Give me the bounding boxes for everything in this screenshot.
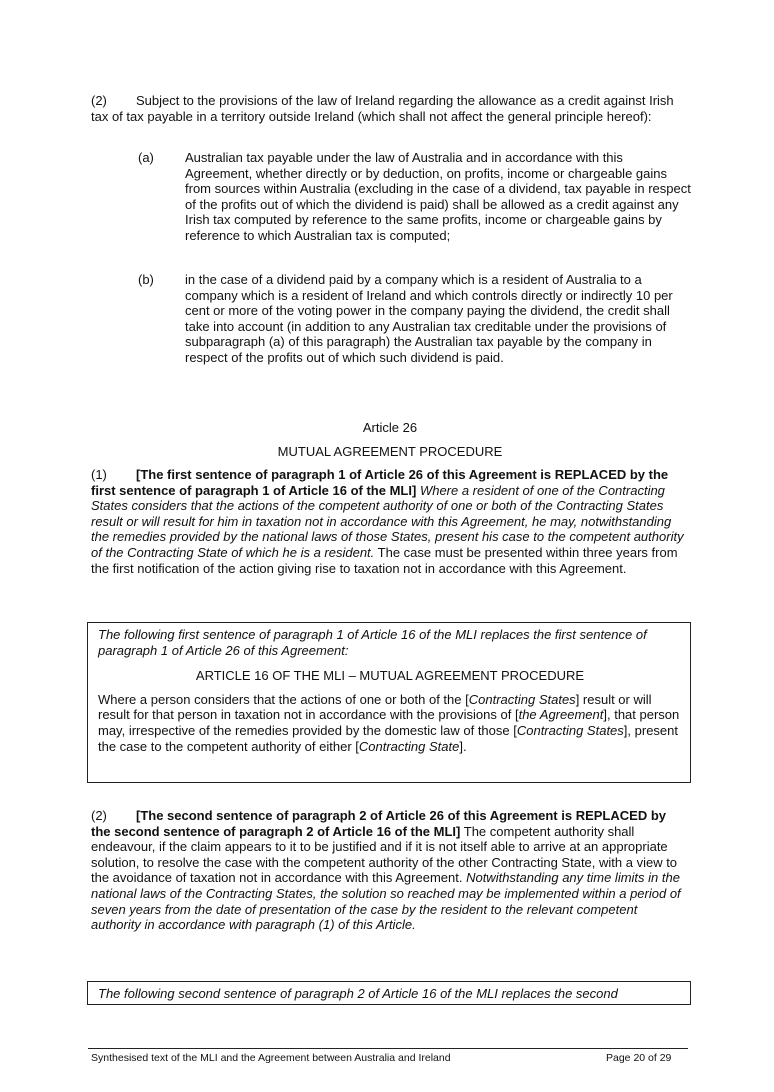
box-body-text: ], present the case to the competent authority of either [: [98, 722, 678, 754]
box-body-text: Where a person considers that the actions of one or both of the [: [98, 691, 469, 707]
footer-page-number: Page 20 of 29: [606, 1052, 672, 1064]
mli-provision-box: [87, 622, 691, 783]
subparagraph-a: [138, 150, 691, 244]
replaced-text: Notwithstanding any time limits in the national laws of the Contracting States, the solution so reached may be implemented within a period of seven years from the date of presentation of the case by the resident to the relevant competent authority in accordance with paragraph (1) of this Article.: [91, 870, 681, 933]
subparagraph-label: (b): [138, 272, 154, 287]
box-intro: The following second sentence of paragraph 2 of Article 16 of the MLI replaces the second: [98, 986, 618, 1001]
subparagraph-text: Australian tax payable under the law of Australia and in accordance with this Agreement, whether directly or by deduction, on profits, income or chargeable gains from sources within Australia (excluding in the case of a dividend, tax payable in respect of the profits out of which the dividend is paid) shall be allowed as a credit against any Irish tax computed by reference to the same profits, income or chargeable gains by reference to which Australian tax is computed;: [185, 150, 691, 243]
box-body-text: ].: [459, 738, 467, 754]
paragraph-text: The competent authority shall endeavour, if the claim appears to it to be justified and if it is not itself able to arrive at an appropriate solution, to resolve the case with the competent authority of the other Contracting State, with a view to the avoidance of taxation not in accordance with this Agreement.: [91, 823, 678, 886]
box-intro: The following first sentence of paragraph 1 of Article 16 of the MLI replaces the first sentence of paragraph 1 of Article 26 of this Agreement:: [98, 627, 647, 658]
paragraph-number: (2): [91, 808, 107, 823]
subparagraph-b: [138, 272, 691, 366]
article-26-paragraph-1: [91, 467, 689, 576]
replacement-note: [The first sentence of paragraph 1 of Article 26 of this Agreement is REPLACED by the first sentence of paragraph 1 of Article 16 of the MLI]: [91, 467, 669, 498]
article-number: Article 26: [362, 420, 418, 435]
subparagraph-label: (a): [138, 150, 154, 165]
article-26-paragraph-2: [91, 808, 689, 933]
box-body: [98, 692, 682, 754]
box-body-text: ] result or will result for that person in taxation not in accordance with the provisions of [: [98, 691, 652, 723]
replaced-text: Where a resident of one of the Contracting States considers that the actions of the competent authority of one or both of the Contracting States result or will result for him in taxation not in accordance with this Agreement, he may, notwithstanding the remedies provided by the national laws of those States, present his case to the competent authority of the Contracting State of which he is a resident.: [91, 482, 684, 560]
box-bottom-rule: [87, 1004, 691, 1005]
article-title: MUTUAL AGREEMENT PROCEDURE: [277, 444, 503, 459]
footer-title: Synthesised text of the MLI and the Agreement between Australia and Ireland: [91, 1052, 451, 1064]
box-body-italic: Contracting State: [358, 738, 460, 754]
paragraph-number: (2): [91, 93, 107, 108]
paragraph-2-credit: [91, 93, 689, 124]
footer-divider: [88, 1048, 688, 1049]
subparagraph-text: in the case of a dividend paid by a company which is a resident of Australia to a company which is a resident of Ireland and which controls directly or indirectly 10 per cent or more of the voting power in the company paying the dividend, the credit shall take into account (in addition to any Australian tax creditable under the provisions of subparagraph (a) of this paragraph) the Australian tax payable by the company in respect of the profits out of which such dividend is paid.: [185, 272, 673, 365]
box-body-italic: Contracting States: [468, 691, 576, 707]
paragraph-text: The case must be presented within three years from the first notification of the action giving rise to taxation not in accordance with this Agreement.: [91, 544, 678, 576]
box-body-italic: the Agreement: [518, 707, 604, 723]
paragraph-text: Subject to the provisions of the law of Ireland regarding the allowance as a credit against Irish tax of tax payable in a territory outside Ireland (which shall not affect the general principle hereof):: [91, 93, 674, 124]
replacement-note: [The second sentence of paragraph 2 of Article 26 of this Agreement is REPLACED by the second sentence of paragraph 2 of Article 16 of the MLI]: [91, 808, 666, 839]
paragraph-number: (1): [91, 467, 107, 482]
box-body-italic: Contracting States: [516, 722, 624, 738]
mli-provision-box-2: [87, 981, 691, 1005]
box-title: ARTICLE 16 OF THE MLI – MUTUAL AGREEMENT PROCEDURE: [195, 668, 585, 684]
box-body-text: ], that person may, irrespective of the remedies provided by the domestic law of those [: [98, 707, 680, 738]
